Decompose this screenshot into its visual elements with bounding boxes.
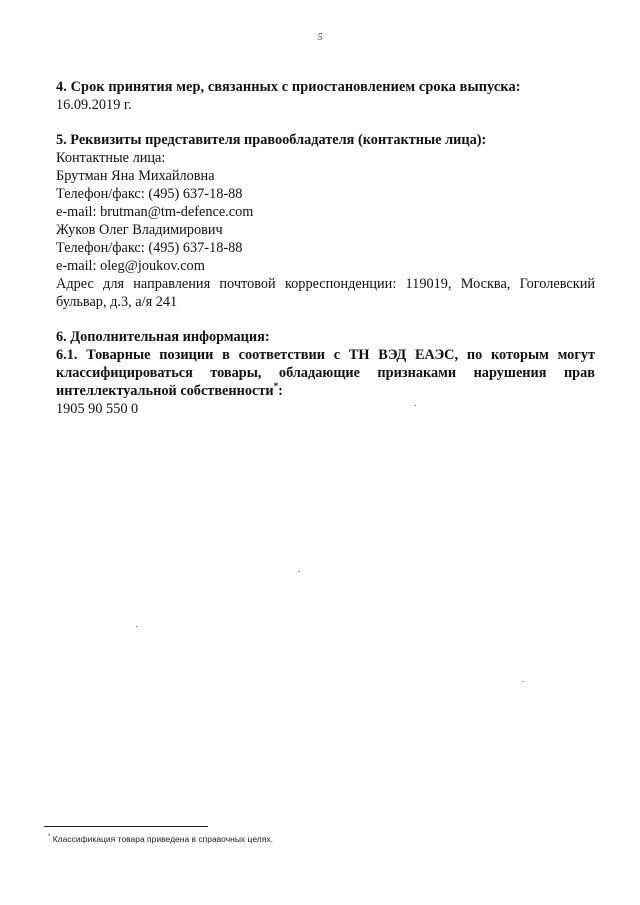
contact-phone-1: Телефон/факс: (495) 637-18-88 (56, 186, 243, 202)
customs-code: 1905 90 550 0 (56, 401, 139, 417)
document-body (56, 78, 595, 435)
contact-label: Контактные лица: (56, 150, 166, 166)
contact-name-1: Брутман Яна Михайловна (56, 168, 215, 184)
contact-email-1: e-mail: brutman@tm-defence.com (56, 204, 254, 220)
scan-speck (414, 405, 416, 406)
postal-address: Адрес для направления почтовой корреспонденции: 119019, Москва, Гоголевский бульвар, д.3, а/я 241 (56, 276, 595, 310)
section-6-1-heading (56, 346, 595, 400)
section-5-heading: 5. Реквизиты представителя правообладателя (контактные лица): (56, 132, 487, 148)
footnote-divider (44, 826, 208, 827)
section-5 (56, 131, 595, 311)
footnote (48, 834, 273, 844)
footnote-reference: * (273, 381, 279, 392)
contact-phone-2: Телефон/факс: (495) 637-18-88 (56, 240, 243, 256)
section-6-1-text: 6.1. Товарные позиции в соответствии с ТН ВЭД ЕАЭС, по которым могут классифицироваться товары, обладающие признаками нарушения прав интеллектуальной собственности (56, 347, 595, 399)
section-6-1-colon: : (278, 383, 283, 399)
scan-speck (136, 626, 138, 627)
section-4-value: 16.09.2019 г. (56, 97, 132, 113)
page-number: 5 (317, 32, 323, 43)
section-4-heading: 4. Срок принятия мер, связанных с приостановлением срока выпуска: (56, 79, 521, 95)
footnote-text: Классификация товара приведена в справочных целях. (52, 834, 273, 844)
footnote-mark: * (48, 834, 51, 841)
contact-name-2: Жуков Олег Владимирович (56, 222, 223, 238)
section-4 (56, 78, 595, 114)
section-6-heading: 6. Дополнительная информация: (56, 329, 270, 345)
contact-email-2: e-mail: oleg@joukov.com (56, 258, 205, 274)
scan-speck (522, 681, 524, 682)
scan-speck (298, 571, 300, 572)
section-6 (56, 328, 595, 418)
